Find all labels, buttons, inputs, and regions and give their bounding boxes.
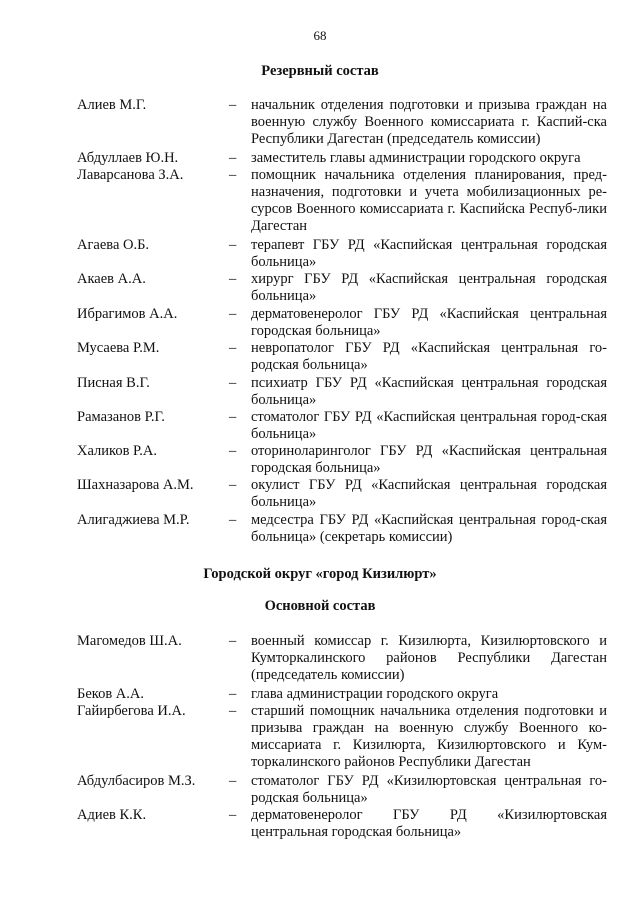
member-position: военный комиссар г. Кизилюрта, Кизилюртовского и Кумторкалинского районов Республики Дагестан (председатель комиссии) (251, 633, 607, 683)
member-name: Халиков Р.А. (77, 443, 158, 459)
dash: – (229, 443, 237, 459)
member-name: Алиев М.Г. (77, 97, 147, 113)
dash: – (229, 150, 237, 166)
member-name: Агаева О.Б. (77, 237, 150, 253)
member-position: невропатолог ГБУ РД «Каспийская центральная го-родская больница» (251, 340, 607, 373)
dash: – (229, 167, 237, 183)
member-name: Абдуллаев Ю.Н. (77, 150, 179, 166)
dash: – (229, 773, 237, 789)
member-position: начальник отделения подготовки и призыва граждан на военную службу Военного комиссариата г. Каспий-ска Республики Дагестан (председатель комиссии) (251, 97, 607, 147)
section-heading-reserve: Резервный состав (261, 63, 379, 79)
dash: – (229, 306, 237, 322)
member-position: психиатр ГБУ РД «Каспийская центральная городская больница» (251, 375, 607, 408)
member-name: Магомедов Ш.А. (77, 633, 182, 649)
page-number: 68 (313, 28, 327, 43)
dash: – (229, 375, 237, 391)
member-position: дерматовенеролог ГБУ РД «Каспийская центральная городская больница» (251, 306, 607, 339)
member-name: Рамазанов Р.Г. (77, 409, 165, 425)
member-position: хирург ГБУ РД «Каспийская центральная городская больница» (251, 271, 607, 304)
member-name: Абдулбасиров М.З. (77, 773, 196, 789)
member-name: Акаев А.А. (77, 271, 146, 287)
dash: – (229, 686, 237, 702)
member-position: стоматолог ГБУ РД «Каспийская центральная город-ская больница» (251, 409, 607, 442)
dash: – (229, 97, 237, 113)
member-position: окулист ГБУ РД «Каспийская центральная городская больница» (251, 477, 607, 510)
member-position: медсестра ГБУ РД «Каспийская центральная город-ская больница» (секретарь комиссии) (251, 512, 607, 545)
dash: – (229, 807, 237, 823)
member-name: Гайирбегова И.А. (77, 703, 186, 719)
dash: – (229, 477, 237, 493)
member-name: Писная В.Г. (77, 375, 150, 391)
member-name: Адиев К.К. (77, 807, 147, 823)
dash: – (229, 703, 237, 719)
member-position: заместитель главы администрации городского округа (251, 150, 581, 166)
dash: – (229, 340, 237, 356)
dash: – (229, 633, 237, 649)
dash: – (229, 409, 237, 425)
dash: – (229, 512, 237, 528)
member-position: стоматолог ГБУ РД «Кизилюртовская центральная го-родская больница» (251, 773, 607, 806)
member-position: помощник начальника отделения планирования, пред-назначения, подготовки и учета мобилизационных ре-сурсов Военного комиссариата г. Каспийска Респуб-лики Дагестан (251, 167, 607, 234)
member-position: оториноларинголог ГБУ РД «Каспийская центральная городская больница» (251, 443, 607, 476)
member-position: терапевт ГБУ РД «Каспийская центральная городская больница» (251, 237, 607, 270)
member-name: Мусаева Р.М. (77, 340, 160, 356)
dash: – (229, 271, 237, 287)
member-name: Алигаджиева М.Р. (77, 512, 190, 528)
section-heading-city: Городской округ «город Кизилюрт» (203, 566, 437, 582)
member-position: глава администрации городского округа (251, 686, 499, 702)
member-name: Ибрагимов А.А. (77, 306, 178, 322)
section-heading-main: Основной состав (264, 598, 376, 614)
member-name: Шахназарова А.М. (77, 477, 194, 493)
member-name: Лаварсанова З.А. (77, 167, 184, 183)
member-name: Беков А.А. (77, 686, 144, 702)
member-position: старший помощник начальника отделения подготовки и призыва граждан на военную службу Военного ко-миссариата г. Кизилюрта, Кизилюртовского и Кум-торкалинского районов Республики Дагестан (251, 703, 607, 770)
dash: – (229, 237, 237, 253)
member-position: дерматовенеролог ГБУ РД «Кизилюртовская центральная городская больница» (251, 807, 607, 840)
